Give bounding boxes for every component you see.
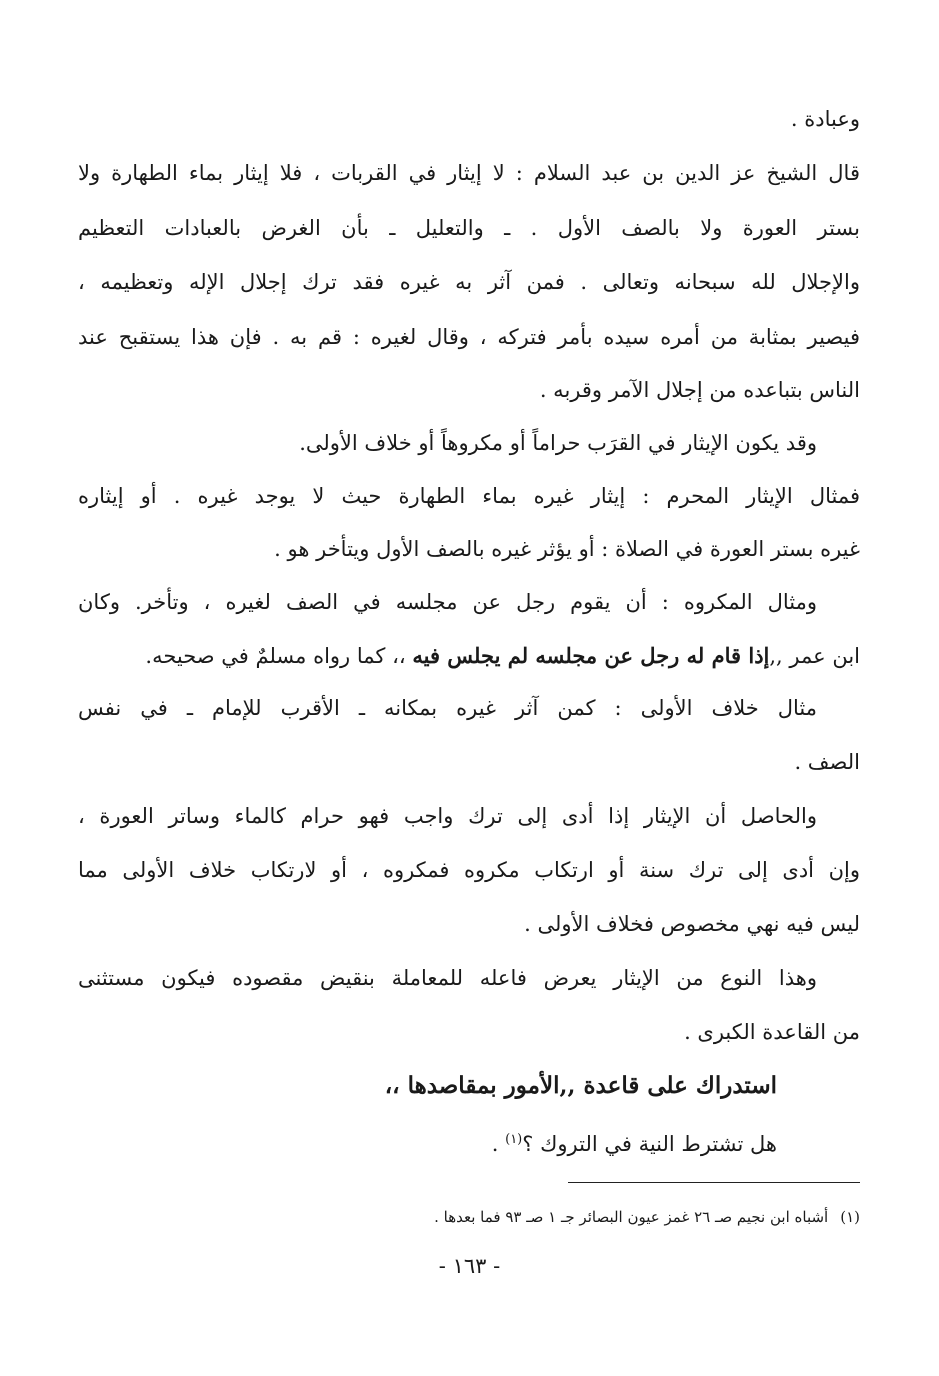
question-line bbox=[492, 1120, 777, 1160]
footnote-divider bbox=[568, 1182, 860, 1183]
page-number: - ١٦٣ - bbox=[438, 1254, 501, 1278]
text-line-1: وعبادة . bbox=[790, 107, 860, 131]
footnote-marker: (١) bbox=[840, 1208, 860, 1226]
text-line-5: فيصير بمثابة من أمره سيده بأمر فتركه ، وقال لغيره : قم به . فإن هذا يستقبح عند bbox=[78, 325, 860, 349]
question-end: . bbox=[491, 1132, 506, 1156]
text-plain: ،، كما رواه مسلمٌ في صحيحه. bbox=[145, 644, 406, 668]
footnote-reference[interactable]: (١) bbox=[505, 1132, 523, 1147]
footnote-text: أشباه ابن نجيم صـ ٢٦ غمز عيون البصائر جـ ١ صـ ٩٣ فما بعدها . bbox=[434, 1208, 829, 1226]
text-line-14: والحاصل أن الإيثار إذا أدى إلى ترك واجب فهو حرام كالماء وساتر العورة ، bbox=[78, 804, 817, 828]
text-line-16: ليس فيه نهي مخصوص فخلاف الأولى . bbox=[524, 912, 860, 936]
footnote bbox=[434, 1202, 860, 1232]
text-line-15: وإن أدى إلى ترك سنة أو ارتكاب مكروه فمكروه ، أو لارتكاب خلاف الأولى مما bbox=[78, 858, 860, 882]
text-line-4: والإجلال لله سبحانه وتعالى . فمن آثر به غيره فقد ترك إجلال الإله وتعظيمه ، bbox=[78, 270, 860, 294]
text-line-7: وقد يكون الإيثار في القرَب حراماً أو مكروهاً أو خلاف الأولى. bbox=[299, 431, 817, 455]
text-plain: ابن عمر ,, bbox=[769, 644, 860, 668]
text-line-9: غيره بستر العورة في الصلاة : أو يؤثر غيره بالصف الأول ويتأخر هو . bbox=[274, 537, 860, 561]
text-line-2: قال الشيخ عز الدين بن عبد السلام : لا إيثار في القربات ، فلا إيثار بماء الطهارة ولا bbox=[78, 161, 860, 185]
hadith-quote: إذا قام له رجل عن مجلسه لم يجلس فيه bbox=[412, 643, 770, 668]
text-line-10: ومثال المكروه : أن يقوم رجل عن مجلسه في الصف لغيره ، وتأخر. وكان bbox=[78, 590, 817, 614]
section-heading: استدراك على قاعدة ,,الأمور بمقاصدها ،، bbox=[384, 1072, 777, 1099]
text-line-12: مثال خلاف الأولى : كمن آثر غيره بمكانه ـ الأقرب للإمام ـ في نفس bbox=[78, 696, 817, 720]
text-line-17: وهذا النوع من الإيثار يعرض فاعله للمعاملة بنقيض مقصوده فيكون مستثنى bbox=[78, 966, 817, 990]
text-line-13: الصف . bbox=[794, 750, 860, 774]
text-line-3: بستر العورة ولا بالصف الأول . ـ والتعليل ـ بأن الغرض بالعبادات التعظيم bbox=[78, 216, 860, 240]
text-line-11 bbox=[78, 636, 860, 676]
text-line-6: الناس بتباعده من إجلال الآمر وقربه . bbox=[539, 378, 860, 402]
text-line-18: من القاعدة الكبرى . bbox=[684, 1020, 860, 1044]
question-text: هل تشترط النية في التروك ؟ bbox=[522, 1132, 777, 1156]
text-line-8: فمثال الإيثار المحرم : إيثار غيره بماء الطهارة حيث لا يوجد غيره . أو إيثاره bbox=[78, 484, 860, 508]
